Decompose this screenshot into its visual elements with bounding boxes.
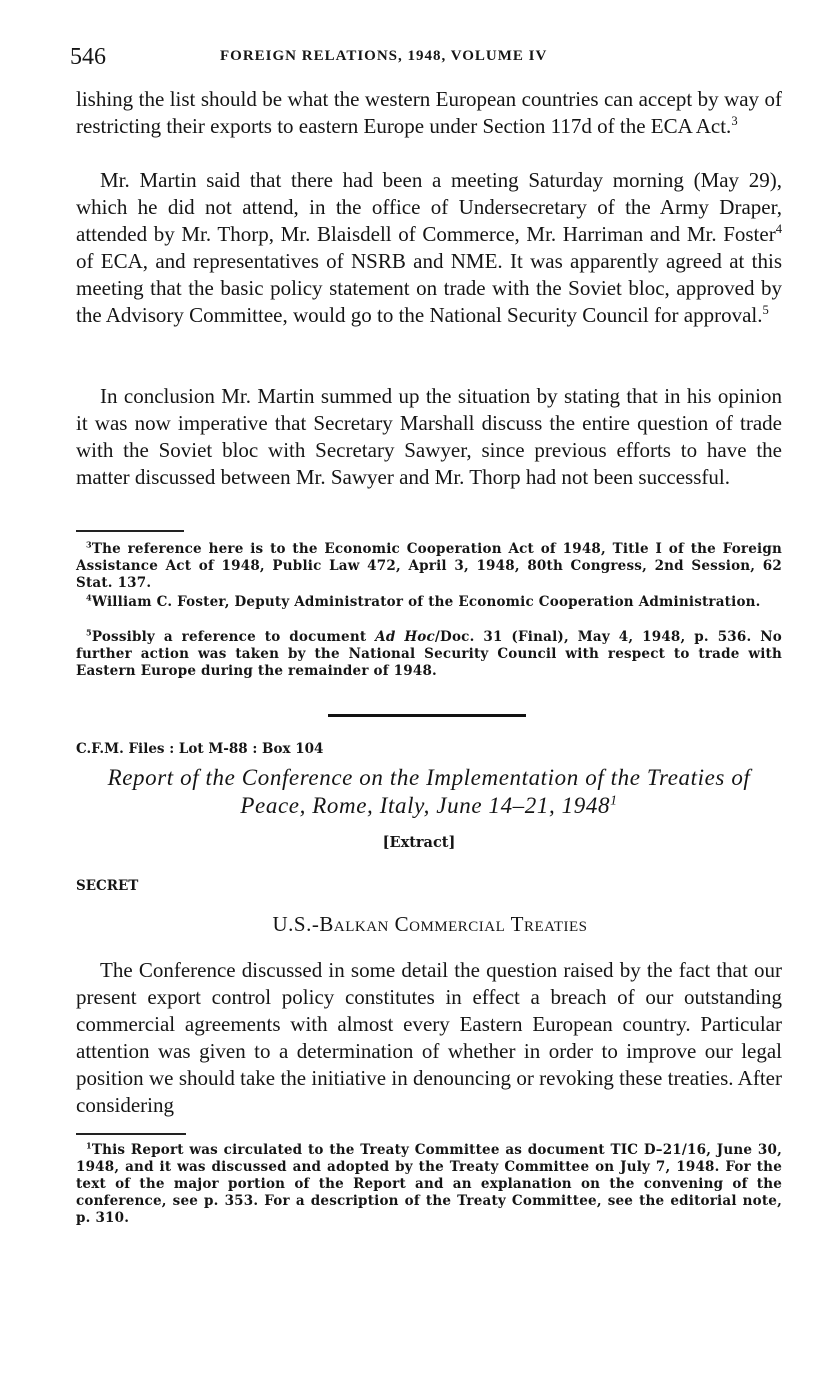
footnote-text: The reference here is to the Economic Cooperation Act of 1948, Title I of the Foreign Assistance Act of 1948, Public Law 472, April 3, 1948, 80th Congress, 2nd Session, 62 Stat. 137. (76, 541, 782, 591)
paragraph-conference (76, 957, 782, 1119)
paragraph-text: lishing the list should be what the western European countries can accept by way of restricting their exports to eastern Europe under Section 117d of the ECA Act. (76, 87, 782, 138)
footnote-mark: 5 (86, 627, 92, 638)
classification-marking: SECRET (76, 878, 139, 894)
footnote-4 (76, 594, 782, 611)
page-header (70, 44, 782, 74)
paragraph-text: The Conference discussed in some detail the question raised by the fact that our present export control policy constitutes in effect a breach of our outstanding commercial agreements with almost every Eastern European country. Particular attention was given to a determination of whether in order to improve our legal position we should take the initiative in denouncing or revoking these treaties. After considering (76, 958, 782, 1117)
page-number: 546 (70, 44, 106, 70)
footnote-text: Possibly a reference to document (91, 629, 376, 645)
paragraph-text-continued: of ECA, and representatives of NSRB and NME. It was apparently agreed at this meeting that the basic policy statement on trade with the Soviet bloc, approved by the Advisory Committee, would go to the National Security Council for approval. (76, 249, 782, 327)
footnote-5 (76, 629, 782, 680)
running-head: FOREIGN RELATIONS, 1948, VOLUME IV (220, 48, 548, 64)
footnote-ref: 3 (731, 114, 738, 128)
footnote-text: William C. Foster, Deputy Administrator of the Economic Cooperation Administration. (91, 594, 761, 610)
footnote-text: This Report was circulated to the Treaty Committee as document TIC D–21/16, June 30, 1948, and it was discussed and adopted by the Treaty Committee on July 7, 1948. For the text of the major portion of the Report and an explanation on the convening of the conference, see p. 353. For a description of the Treaty Committee, see the editorial note, p. 310. (76, 1142, 782, 1226)
section-divider (328, 714, 526, 717)
paragraph-text: Mr. Martin said that there had been a meeting Saturday morning (May 29), which he did not attend, in the office of Undersecretary of the Army Draper, attended by Mr. Thorp, Mr. Blaisdell of Commerce, Mr. Harriman and Mr. Foster (76, 168, 782, 246)
paragraph-martin-meeting (76, 167, 782, 329)
section-heading: U.S.-Balkan Commercial Treaties (272, 912, 588, 936)
footnote-1 (76, 1142, 782, 1227)
paragraph-conclusion (76, 383, 782, 491)
footnote-ref: 5 (762, 303, 769, 317)
footnote-3 (76, 541, 782, 592)
footnote-rule (76, 530, 184, 532)
document-title (76, 764, 782, 820)
footnote-rule-bottom (76, 1133, 186, 1135)
extract-label: [Extract] (382, 834, 456, 851)
footnote-ref: 4 (775, 222, 782, 236)
file-reference: C.F.M. Files : Lot M-88 : Box 104 (76, 741, 324, 757)
document-title-text: Report of the Conference on the Implementation of the Treaties of Peace, Rome, Italy, June 14–21, 1948 (107, 765, 751, 818)
footnote-mark: 1 (86, 1140, 92, 1151)
paragraph-text: In conclusion Mr. Martin summed up the situation by stating that in his opinion it was now imperative that Secretary Marshall discuss the entire question of trade with the Soviet bloc with Secretary Sawyer, since previous efforts to have the matter discussed between Mr. Sawyer and Mr. Thorp had not been successful. (76, 384, 782, 489)
footnote-mark: 3 (86, 539, 92, 550)
paragraph-continuation (76, 86, 782, 140)
footnote-mark: 4 (86, 592, 92, 603)
footnote-text-continued: /Doc. 31 (Final), May 4, 1948, p. 536. No further action was taken by the National Security Council with respect to trade with Eastern Europe during the remainder of 1948. (76, 629, 782, 679)
footnote-italic: Ad Hoc (375, 629, 435, 645)
footnote-ref: 1 (610, 792, 618, 808)
